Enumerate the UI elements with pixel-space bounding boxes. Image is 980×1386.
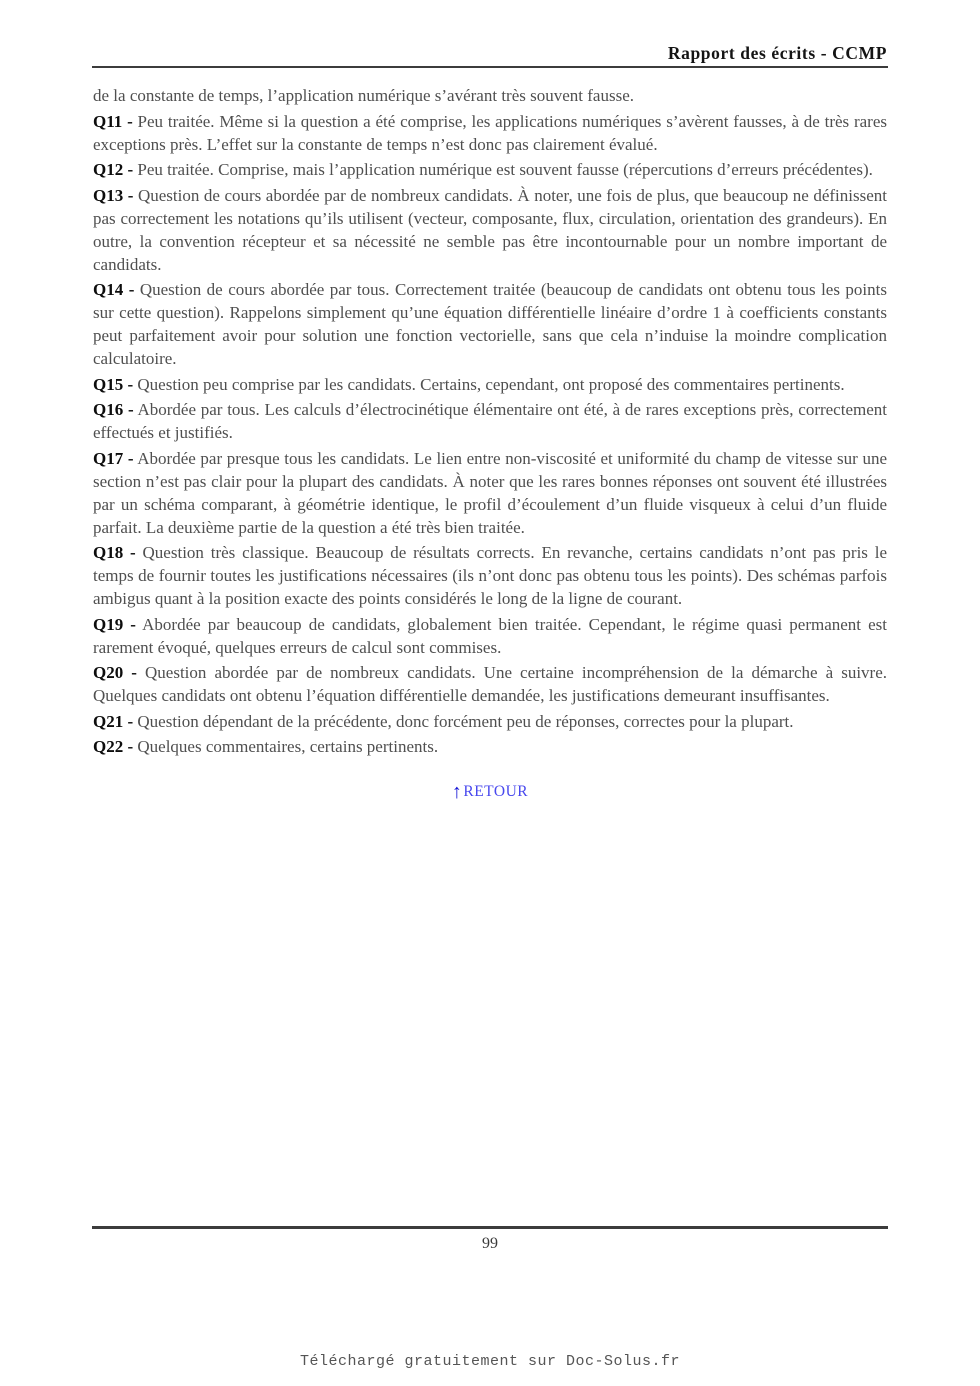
- question-paragraph-q15: [93, 373, 887, 396]
- question-paragraph-q20: [93, 661, 887, 707]
- question-text-q22: Quelques commentaires, certains pertinents.: [137, 737, 439, 756]
- question-paragraph-q13: [93, 184, 887, 276]
- question-paragraph-q19: [93, 613, 887, 659]
- question-text-q19: Abordée par beaucoup de candidats, globalement bien traitée. Cependant, le régime quasi permanent est rarement évoqué, quelques erreurs de calcul sont commises.: [93, 614, 888, 657]
- question-paragraph-q22: [93, 735, 887, 758]
- question-paragraph-q12: [93, 158, 887, 181]
- download-watermark: Téléchargé gratuitement sur Doc-Solus.fr: [299, 1353, 681, 1370]
- question-text-q20: Question abordée par de nombreux candidats. Une certaine incompréhension de la démarche à suivre. Quelques candidats ont obtenu l’équation différentielle demandée, les justifications demeurant insuffisantes.: [93, 663, 888, 705]
- question-text-q16: Abordée par tous. Les calculs d’électrocinétique élémentaire ont été, à de rares exceptions près, correctement effectués et justifiés.: [93, 400, 887, 442]
- question-label-q11: Q11 -: [93, 111, 133, 131]
- report-body: [93, 84, 887, 804]
- question-paragraph-q21: [93, 710, 887, 733]
- question-text-q11: Peu traitée. Même si la question a été comprise, les applications numériques s’avèrent fausses, à de très rares exceptions près. L’effet sur la constante de temps n’est donc pas clairement évalué.: [93, 111, 887, 154]
- question-paragraph-q17: [93, 447, 887, 539]
- question-label-q16: Q16 -: [93, 400, 134, 419]
- question-label-q21: Q21 -: [93, 711, 134, 731]
- question-paragraph-q18: [93, 541, 887, 610]
- question-label-q14: Q14 -: [93, 280, 135, 299]
- footer-rule: [92, 1226, 888, 1229]
- question-label-q22: Q22 -: [93, 737, 134, 756]
- question-label-q20: Q20 -: [93, 663, 137, 682]
- up-arrow-icon: ↑: [451, 781, 463, 803]
- question-label-q18: Q18 -: [93, 543, 136, 562]
- question-text-q21: Question dépendant de la précédente, donc forcément peu de réponses, correctes pour la plupart.: [137, 711, 794, 731]
- retour-link-label: RETOUR: [463, 783, 529, 800]
- retour-link[interactable]: [451, 781, 529, 803]
- header-rule: [92, 66, 888, 68]
- question-paragraph-q11: [93, 110, 887, 156]
- question-label-q15: Q15 -: [93, 374, 134, 394]
- question-label-q12: Q12 -: [93, 160, 134, 179]
- question-text-q18: Question très classique. Beaucoup de résultats corrects. En revanche, certains candidats n’ont pas pris le temps de fournir toutes les justifications nécessaires (ils n’ont donc pas obtenu tous les points). Des schémas parfois ambigus quant à la position exacte des points considérés le long de la ligne de courant.: [93, 543, 887, 608]
- question-label-q13: Q13 -: [93, 185, 134, 205]
- question-text-q17: Abordée par presque tous les candidats. Le lien entre non-viscosité et uniformité du champ de vitesse sur une section n’est pas clair pour la plupart des candidats. À noter que les rares bonnes réponses ont souvent été illustrées par un schéma comparant, à géométrie identique, le profil d’écoulement d’un fluide visqueux à celui d’un fluide parfait. La deuxième partie de la question a été très bien traitée.: [93, 448, 887, 537]
- question-text-q13: Question de cours abordée par de nombreux candidats. À noter, une fois de plus, que beaucoup ne définissent pas correctement les notations qu’ils utilisent (vecteur, composante, flux, circulation, orientation des grandeurs). En outre, la convention récepteur et sa nécessité ne semble pas être incontournable pour un nombre important de candidats.: [93, 185, 887, 274]
- question-text-q14: Question de cours abordée par tous. Correctement traitée (beaucoup de candidats ont obtenu tous les points sur cette question). Rappelons simplement qu’une équation différentielle linéaire d’ordre 1 à coefficients constants peut parfaitement avoir pour solution une fonction vectorielle, sans que cela n’induise la moindre complication calculatoire.: [93, 280, 887, 368]
- question-label-q19: Q19 -: [93, 614, 136, 634]
- question-paragraph-q14: [93, 278, 887, 370]
- retour-row: [93, 779, 887, 804]
- page-number: 99: [482, 1235, 498, 1252]
- question-label-q17: Q17 -: [93, 448, 134, 468]
- question-text-q12: Peu traitée. Comprise, mais l’application numérique est souvent fausse (répercutions d’erreurs précédentes).: [137, 160, 873, 179]
- page-header-title: Rapport des écrits - CCMP: [667, 43, 887, 63]
- question-paragraph-q16: [93, 398, 887, 444]
- intro-paragraph: de la constante de temps, l’application numérique s’avérant très souvent fausse.: [93, 86, 634, 105]
- question-text-q15: Question peu comprise par les candidats. Certains, cependant, ont proposé des commentaires pertinents.: [137, 374, 845, 394]
